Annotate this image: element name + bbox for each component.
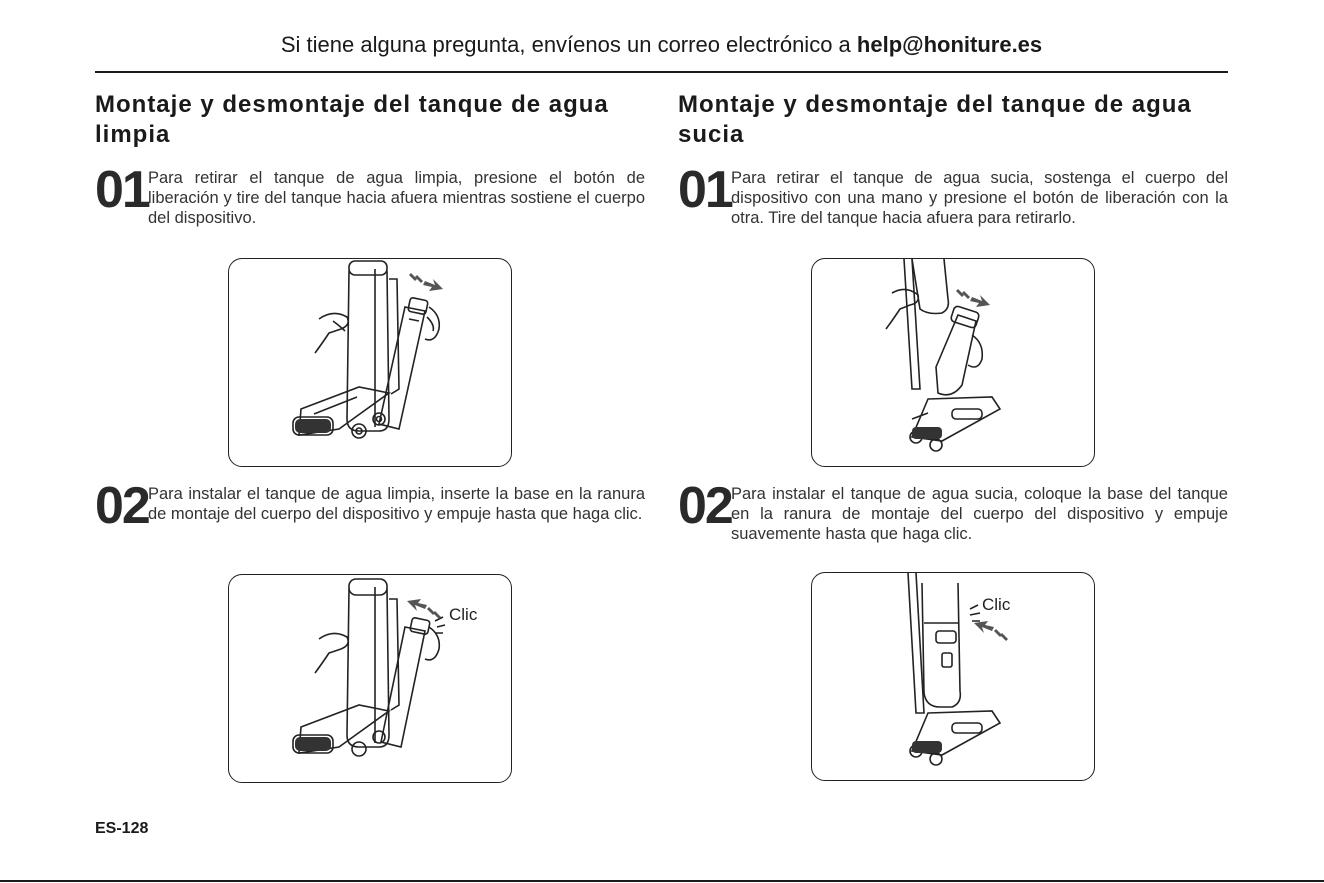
push-arrow-icon — [974, 621, 1008, 641]
clean-tank-removal-illustration — [228, 258, 512, 467]
page-number: ES-128 — [95, 820, 149, 837]
step-number: 01 — [95, 161, 149, 219]
pull-arrow-icon — [409, 273, 443, 291]
step-text: Para retirar el tanque de agua limpia, presione el botón de liberación y tire del tanque hacia afuera mientras sostiene el cuerpo del dispositivo. — [148, 169, 645, 227]
push-arrow-icon — [407, 599, 441, 619]
page-header — [95, 32, 1228, 58]
step-number: 01 — [678, 161, 732, 219]
click-label: Clic — [982, 595, 1011, 614]
step-number: 02 — [678, 477, 732, 535]
clean-tank-title: Montaje y desmontaje del tanque de agua limpia — [95, 91, 609, 148]
pull-arrow-icon — [956, 289, 990, 307]
footer-divider — [0, 880, 1324, 882]
clean-tank-install-illustration — [228, 574, 512, 783]
dirty-tank-section — [678, 90, 1228, 614]
dirty-tank-title: Montaje y desmontaje del tanque de agua sucia — [678, 91, 1192, 148]
step-text: Para instalar el tanque de agua limpia, inserte la base en la ranura de montaje del cuerpo del dispositivo y empuje hasta que haga clic. — [148, 485, 645, 523]
header-divider — [95, 71, 1228, 73]
click-label: Clic — [449, 605, 478, 624]
clean-tank-section — [95, 90, 645, 624]
vacuum-dirty-install-drawing — [812, 573, 1094, 780]
dirty-tank-install-illustration — [811, 572, 1095, 781]
dirty-tank-removal-illustration — [811, 258, 1095, 467]
support-email[interactable]: help@honiture.es — [856, 32, 1043, 57]
step-text: Para retirar el tanque de agua sucia, sostenga el cuerpo del dispositivo con una mano y presione el botón de liberación con la otra. Tire del tanque hacia afuera para retirarlo. — [731, 169, 1228, 227]
vacuum-dirty-removal-drawing — [812, 259, 1094, 466]
step-text: Para instalar el tanque de agua sucia, coloque la base del tanque en la ranura de montaje del cuerpo del dispositivo y empuje suavemente hasta que haga clic. — [731, 485, 1228, 543]
header-text: Si tiene alguna pregunta, envíenos un correo electrónico a — [280, 32, 857, 57]
step-number: 02 — [95, 477, 149, 535]
vacuum-removal-drawing — [229, 259, 511, 466]
